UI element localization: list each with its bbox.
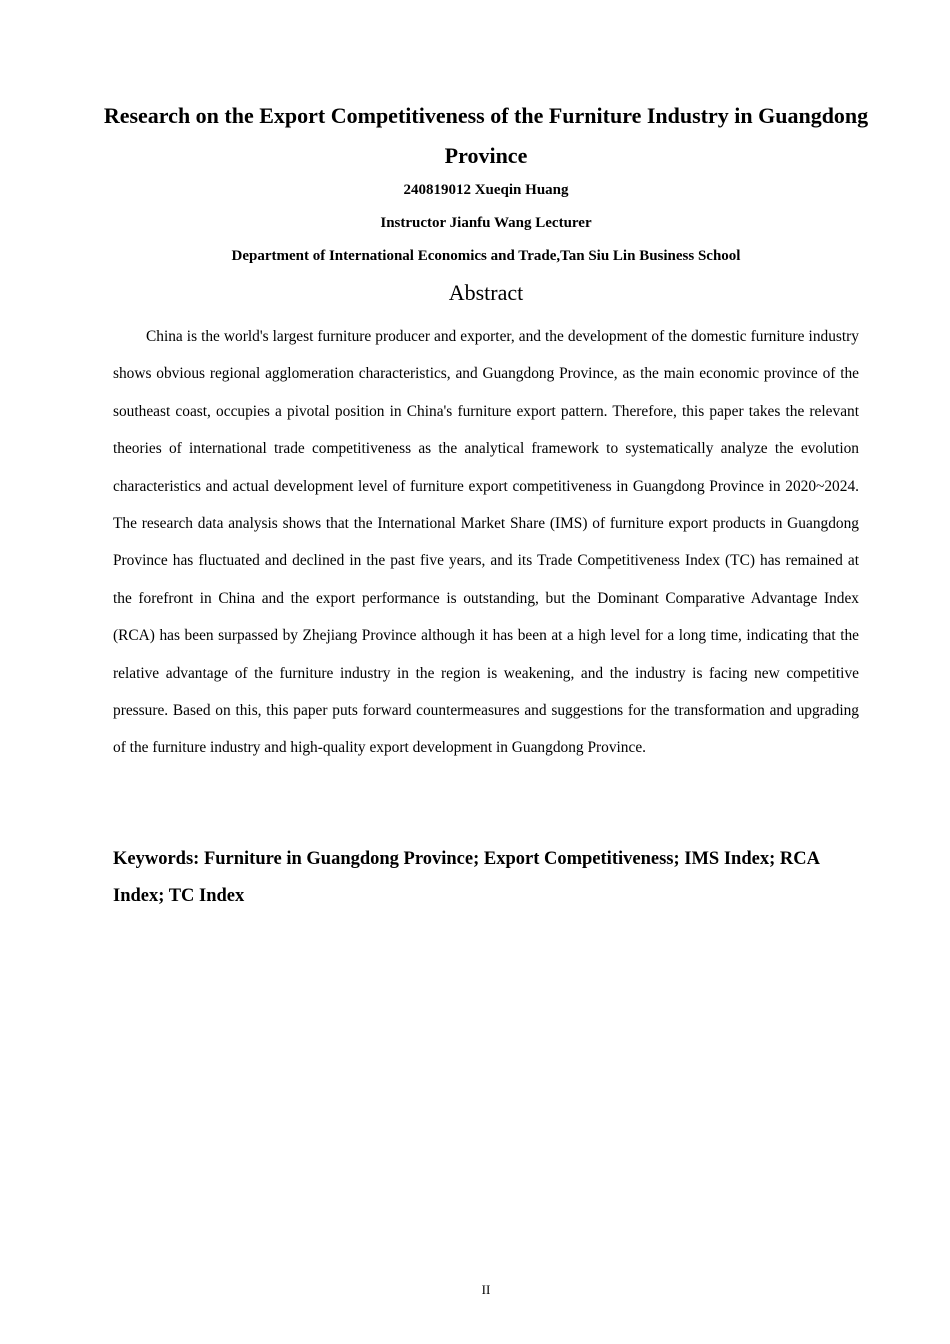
paper-title: Research on the Export Competitiveness of the Furniture Industry in Guangdong Province [103, 103, 869, 168]
student-id-name: 240819012 Xueqin Huang [403, 182, 569, 198]
keywords-line: Keywords: Furniture in Guangdong Province; Export Competitiveness; IMS Index; RCA Index; TC Index [113, 849, 819, 906]
page-number: II [481, 1282, 491, 1297]
abstract-heading: Abstract [448, 280, 524, 305]
abstract-paragraph: China is the world's largest furniture producer and exporter, and the development of the domestic furniture industry shows obvious regional agglomeration characteristics, and Guangdong Province, as the main economic province of the southeast coast, occupies a pivotal position in China's furniture export pattern. Therefore, this paper takes the relevant theories of international trade competitiveness as the analytical framework to systematically analyze the evolution characteristics and actual development level of furniture export competitiveness in Guangdong Province in 2020~2024. The research data analysis shows that the International Market Share (IMS) of furniture export products in Guangdong Province has fluctuated and declined in the past five years, and its Trade Competitiveness Index (TC) has remained at the forefront in China and the export performance is outstanding, but the Dominant Comparative Advantage Index (RCA) has been surpassed by Zhejiang Province although it has been at a high level for a long time, indicating that the relative advantage of the furniture industry in the region is weakening, and the industry is facing new competitive pressure. Based on this, this paper puts forward countermeasures and suggestions for the transformation and upgrading of the furniture industry and high-quality export development in Guangdong Province. [113, 328, 859, 757]
instructor-line: Instructor Jianfu Wang Lecturer [380, 215, 592, 231]
department-line: Department of International Economics and Trade,Tan Siu Lin Business School [231, 248, 741, 264]
